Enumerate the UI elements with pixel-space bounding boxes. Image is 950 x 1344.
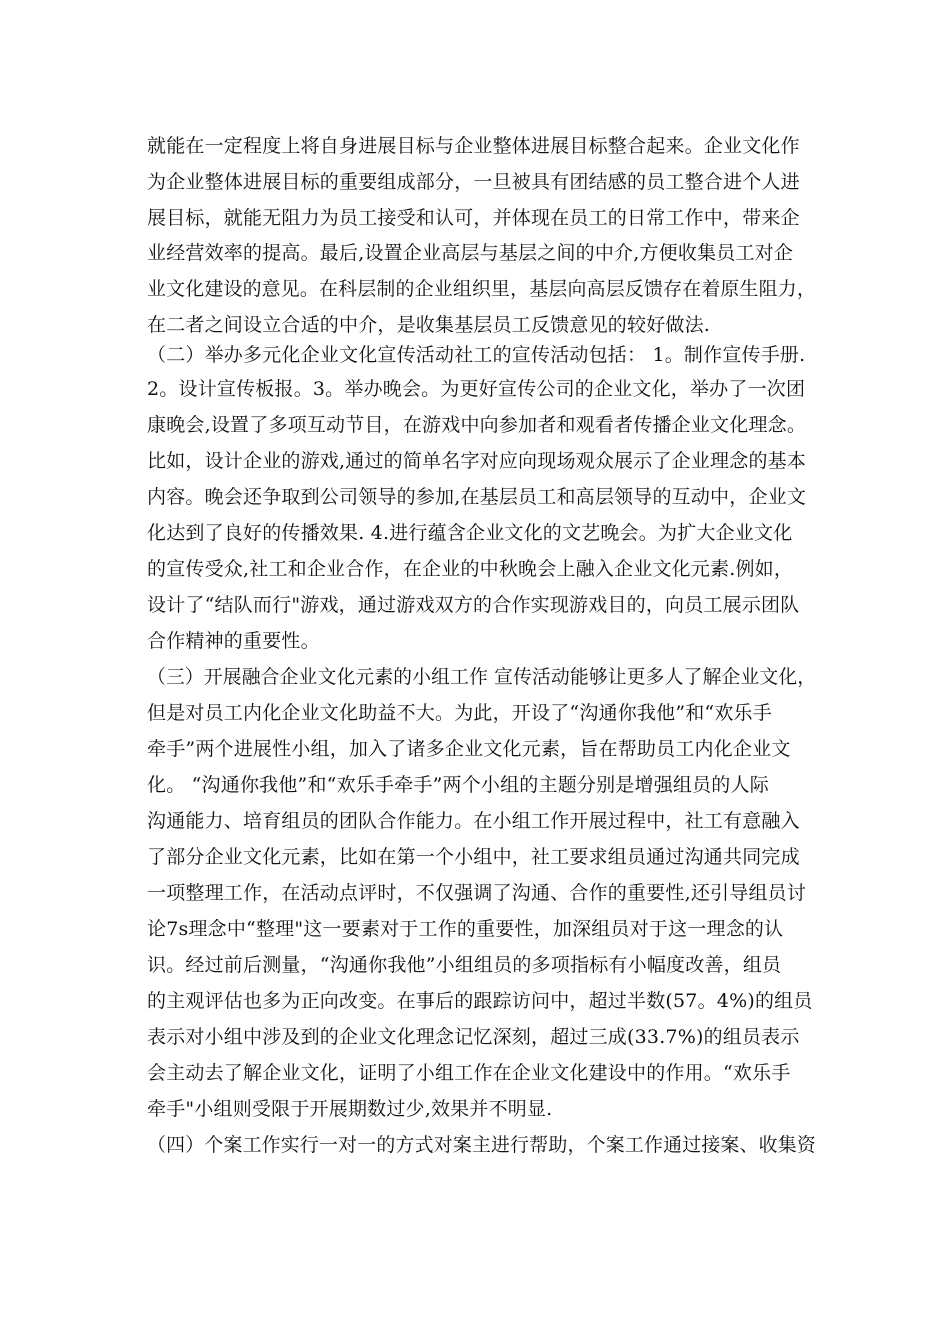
text-line: 识。经过前后测量，“沟通你我他”小组组员的多项指标有小幅度改善，组员 <box>147 954 782 976</box>
section-heading-2: （二）举办多元化企业文化宣传活动社工的宣传活动包括： 1。制作宣传手册. <box>147 344 806 366</box>
text-line: 2。设计宣传板报。3。举办晚会。为更好宣传公司的企业文化，举办了一次团 <box>147 378 806 400</box>
text-line: 一项整理工作，在活动点评时，不仅强调了沟通、合作的重要性,还引导组员讨 <box>147 882 807 904</box>
text-line: 为企业整体进展目标的重要组成部分，一旦被具有团结感的员工整合进个人进 <box>147 171 800 193</box>
text-line: 了部分企业文化元素，比如在第一个小组中，社工要求组员通过沟通共同完成 <box>147 846 800 868</box>
text-line: 比如，设计企业的游戏,通过的简单名字对应向现场观众展示了企业理念的基本 <box>147 450 807 472</box>
text-line: 化达到了良好的传播效果. 4.进行蕴含企业文化的文艺晚会。为扩大企业文化 <box>147 522 793 544</box>
text-line: 牵手”两个进展性小组，加入了诸多企业文化元素，旨在帮助员工内化企业文 <box>147 738 791 760</box>
text-line: 的宣传受众,社工和企业合作，在企业的中秋晚会上融入企业文化元素.例如， <box>147 558 794 580</box>
section-heading-3: （三）开展融合企业文化元素的小组工作 宣传活动能够让更多人了解企业文化， <box>147 666 817 688</box>
text-line: 牵手"小组则受限于开展期数过少,效果并不明显. <box>147 1098 553 1120</box>
text-line: 设计了“结队而行"游戏，通过游戏双方的合作实现游戏目的，向员工展示团队 <box>147 594 800 616</box>
text-line: 康晚会,设置了多项互动节目，在游戏中向参加者和观看者传播企业文化理念。 <box>147 414 807 436</box>
text-line: 但是对员工内化企业文化助益不大。为此，开设了“沟通你我他”和“欢乐手 <box>147 702 772 724</box>
text-line: 业经营效率的提高。最后,设置企业高层与基层之间的中介,方便收集员工对企 <box>147 242 794 264</box>
text-line: 展目标，就能无阻力为员工接受和认可，并体现在员工的日常工作中，带来企 <box>147 207 800 229</box>
text-line: 化。 “沟通你我他”和“欢乐手牵手”两个小组的主题分别是增强组员的人际 <box>147 774 769 796</box>
text-line: 就能在一定程度上将自身进展目标与企业整体进展目标整合起来。企业文化作 <box>147 135 800 157</box>
text-line: 论7s理念中“整理"这一要素对于工作的重要性，加深组员对于这一理念的认 <box>147 918 784 940</box>
text-line: 在二者之间设立合适的中介，是收集基层员工反馈意见的较好做法. <box>147 314 711 336</box>
text-line: 表示对小组中涉及到的企业文化理念记忆深刻，超过三成(33.7%)的组员表示 <box>147 1026 800 1048</box>
section-heading-4: （四）个案工作实行一对一的方式对案主进行帮助，个案工作通过接案、收集资 <box>147 1134 817 1156</box>
text-line: 内容。晚会还争取到公司领导的参加,在基层员工和高层领导的互动中，企业文 <box>147 486 807 508</box>
text-line: 沟通能力、培育组员的团队合作能力。在小组工作开展过程中，社工有意融入 <box>147 810 800 832</box>
text-line: 合作精神的重要性。 <box>147 630 320 652</box>
text-line: 会主动去了解企业文化，证明了小组工作在企业文化建设中的作用。“欢乐手 <box>147 1062 791 1084</box>
text-line: 业文化建设的意见。在科层制的企业组织里，基层向高层反馈存在着原生阻力， <box>147 278 817 300</box>
text-line: 的主观评估也多为正向改变。在事后的跟踪访问中，超过半数(57。4%)的组员 <box>147 990 813 1012</box>
